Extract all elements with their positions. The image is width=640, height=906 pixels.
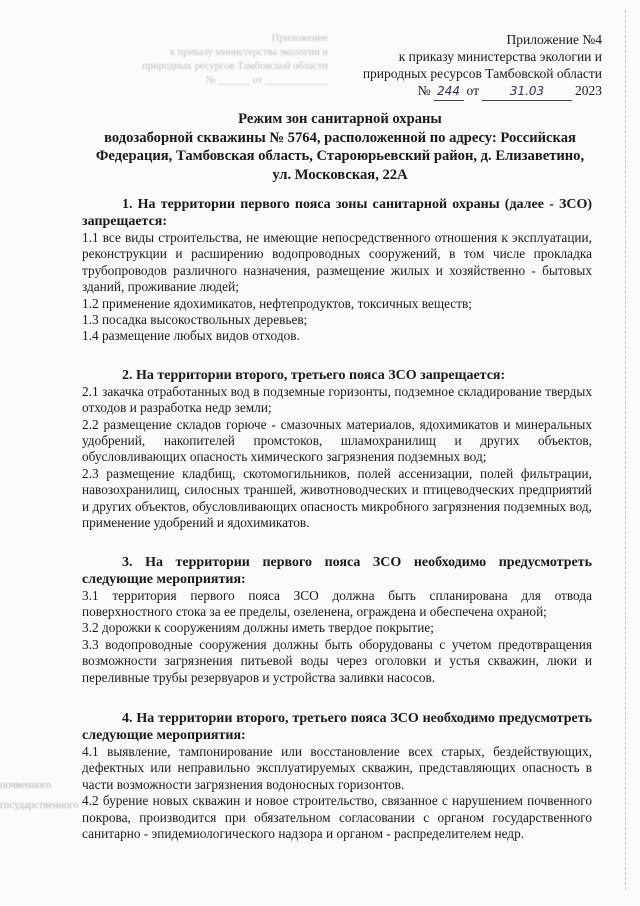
ghost-line: почвенного bbox=[0, 780, 52, 791]
document-body bbox=[82, 196, 592, 842]
section-item: 1.1 все виды строительства, не имеющие непосредственного отношения к эксплуатации, реконструкции и расширению водопроводных сооружений, в том числе прокладка трубопроводов различного назначения, размещение жилых и хозяйственно - бытовых зданий, проживание людей; bbox=[82, 230, 592, 295]
appendix-title: Приложение №4 bbox=[506, 32, 602, 47]
appendix-order-line: к приказу министерства экологии и bbox=[398, 49, 602, 64]
ghost-line: к приказу министерства экологии и bbox=[169, 47, 328, 58]
section-item: 1.4 размещение любых видов отходов. bbox=[82, 328, 300, 344]
section-item: 3.2 дорожки к сооружениям должны иметь твердое покрытие; bbox=[82, 620, 434, 636]
spacer bbox=[82, 345, 592, 367]
section-heading: 3. На территории первого пояса ЗСО необходимо предусмотреть следующие мероприятия: bbox=[82, 554, 592, 587]
section-item: 4.2 бурение новых скважин и новое строительство, связанное с нарушением почвенного покрова, производится при обязательном согласовании с органом государственного санитарно - эпидемиологического надзора и органом - распределителем недр. bbox=[82, 793, 592, 841]
title-line: Режим зон санитарной охраны bbox=[238, 111, 442, 127]
spacer bbox=[82, 532, 592, 554]
from-word: от bbox=[466, 83, 479, 98]
appendix-header bbox=[350, 31, 602, 101]
section-heading: 1. На территории первого пояса зоны санитарной охраны (далее - ЗСО) запрещается: bbox=[82, 197, 592, 229]
section-heading: 4. На территории второго, третьего пояса ЗСО необходимо предусмотреть следующие мероприятия: bbox=[82, 710, 592, 743]
section-4 bbox=[82, 710, 592, 842]
section-3 bbox=[82, 554, 592, 686]
document-title bbox=[60, 110, 620, 184]
handwritten-date: 31.03 bbox=[482, 83, 572, 101]
section-heading: 2. На территории второго, третьего пояса ЗСО запрещается: bbox=[122, 367, 506, 383]
section-2 bbox=[82, 367, 592, 532]
handwritten-number: 244 bbox=[434, 83, 464, 101]
number-sign: № bbox=[417, 83, 431, 98]
ghost-line: государственного bbox=[0, 800, 79, 811]
title-line: ул. Московская, 22А bbox=[272, 166, 408, 183]
section-item: 3.1 территория первого пояса ЗСО должна быть спланирована для отвода поверхностного стока за ее пределы, озеленена, ограждена и обеспечена охраной; bbox=[82, 587, 592, 619]
section-item: 2.3 размещение кладбищ, скотомогильников, полей ассенизации, полей фильтрации, навозохранилищ, силосных траншей, животноводческих и птицеводческих предприятий и других объектов, обусловливающих опасность микробного загрязнения подземных вод, применение удобрений и ядохимикатов. bbox=[82, 465, 592, 531]
spacer bbox=[82, 686, 592, 710]
scan-edge-line bbox=[623, 10, 626, 890]
appendix-number-line bbox=[350, 82, 602, 101]
appendix-ministry-line: природных ресурсов Тамбовской области bbox=[362, 66, 602, 81]
ghost-line: № ______ от ____________ bbox=[205, 75, 328, 86]
section-item: 4.1 выявление, тампонирование или восстановление всех старых, бездействующих, дефектных или неправильно эксплуатируемых скважин, представляющих опасность в части возможности загрязнения водоносных горизонтов. bbox=[82, 743, 592, 792]
section-item: 3.3 водопроводные сооружения должны быть оборудованы с учетом предотвращения возможности загрязнения питьевой воды через оголовки и устья скважин, люки и переливные трубы резервуаров и устройства заливки насосов. bbox=[82, 636, 592, 685]
section-item: 2.2 размещение складов горюче - смазочных материалов, ядохимикатов и минеральных удобрений, накопителей промстоков, шламохранилищ и других объектов, обусловливающих опасность химического загрязнения подземных вод; bbox=[82, 416, 592, 465]
ghost-line: Приложение bbox=[271, 33, 328, 44]
bleed-through-text bbox=[58, 32, 328, 88]
section-item: 2.1 закачка отработанных вод в подземные горизонты, подземное складирование твердых отходов и разработка недр земли; bbox=[82, 383, 592, 416]
title-line: водозаборной скважины № 5764, расположенной по адресу: Российская bbox=[104, 129, 576, 146]
section-item: 1.2 применение ядохимикатов, нефтепродуктов, токсичных веществ; bbox=[82, 295, 472, 311]
year: 2023 bbox=[575, 83, 602, 98]
bleed-through-text-left bbox=[0, 776, 90, 816]
section-item: 1.3 посадка высокоствольных деревьев; bbox=[82, 312, 308, 328]
ghost-line: природных ресурсов Тамбовской области bbox=[141, 61, 328, 72]
section-1 bbox=[82, 196, 592, 345]
title-line: Федерация, Тамбовская область, Староюрьевский район, д. Елизаветино, bbox=[95, 148, 585, 164]
